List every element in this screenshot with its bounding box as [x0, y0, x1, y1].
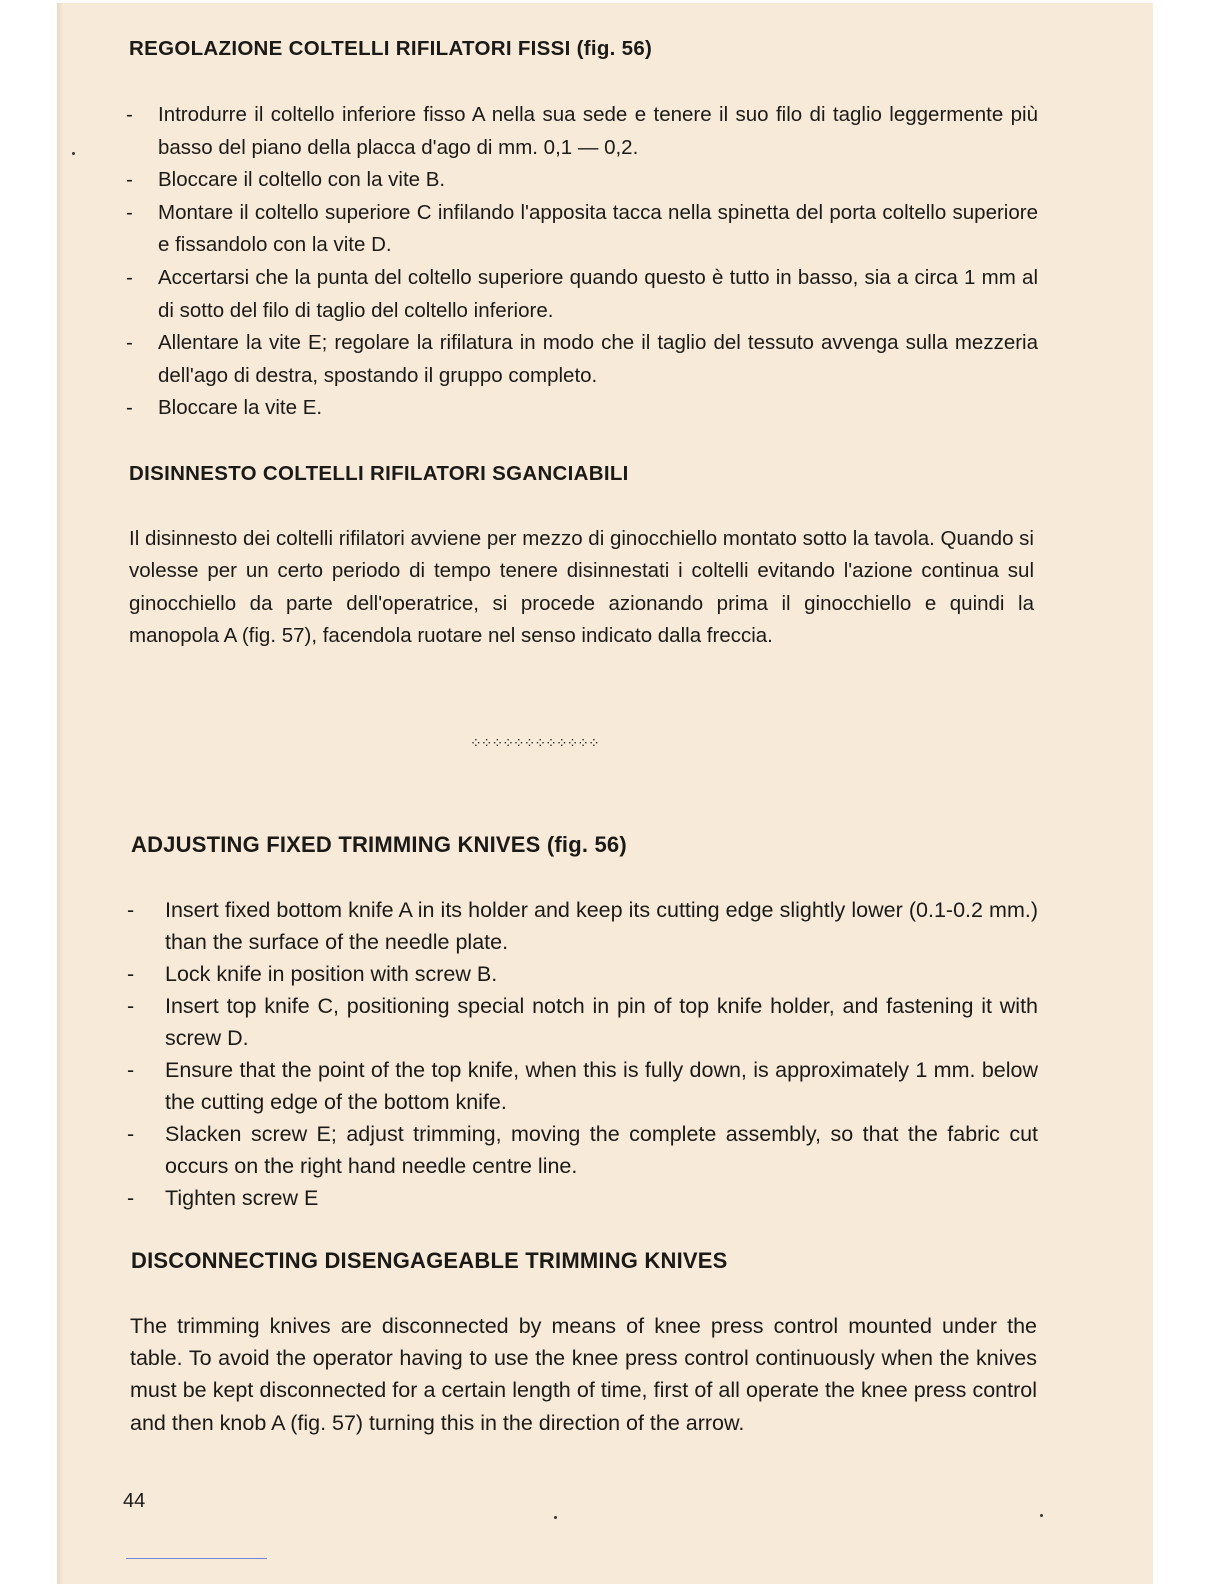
step-text: Introdurre il coltello inferiore fisso A nella sua sede e tenere il suo filo di taglio leggermente più basso del piano della placca d'ago di mm. 0,1 — 0,2.	[158, 103, 1038, 159]
paper-speck	[1040, 1514, 1043, 1517]
english-heading-fixed-knives: ADJUSTING FIXED TRIMMING KNIVES (fig. 56)	[131, 832, 627, 857]
italian-fixed-steps-list	[126, 99, 1038, 425]
section-separator-ornament: ⁘⁘⁘⁘⁘⁘⁘⁘⁘⁘⁘⁘	[470, 736, 599, 752]
page-edge-shadow	[57, 3, 63, 1584]
bullet-dash: -	[127, 994, 135, 1018]
bullet-dash: -	[126, 396, 133, 420]
list-item	[127, 894, 1038, 958]
step-text: Ensure that the point of the top knife, when this is fully down, is approximately 1 mm. below the cutting edge of the bottom knife.	[165, 1058, 1038, 1114]
english-fixed-steps-list	[127, 894, 1038, 1214]
page-number: 44	[123, 1490, 146, 1512]
paper-speck	[72, 152, 75, 155]
step-text: Insert top knife C, positioning special notch in pin of top knife holder, and fastening it with screw D.	[165, 994, 1038, 1050]
step-text: Tighten screw E	[165, 1186, 319, 1210]
step-text: Slacken screw E; adjust trimming, moving the complete assembly, so that the fabric cut occurs on the right hand needle centre line.	[165, 1122, 1038, 1178]
italian-disengage-paragraph: Il disinnesto dei coltelli rifilatori avviene per mezzo di ginocchiello montato sotto la tavola. Quando si volesse per un certo periodo di tempo tenere disinnestati i coltelli evitando l'azione continua sul ginocchiello da parte dell'operatrice, si procede azionando prima il ginocchiello e quindi la manopola A (fig. 57), facendola ruotare nel senso indicato dalla freccia.	[129, 527, 1034, 648]
list-item	[126, 327, 1038, 392]
italian-heading-disengage: DISINNESTO COLTELLI RIFILATORI SGANCIABILI	[129, 462, 629, 485]
bullet-dash: -	[127, 962, 135, 986]
step-text: Bloccare il coltello con la vite B.	[158, 168, 446, 192]
bullet-dash: -	[127, 1186, 135, 1210]
bullet-dash: -	[126, 168, 133, 192]
list-item	[127, 958, 1038, 990]
list-item	[127, 1182, 1038, 1214]
bullet-dash: -	[127, 1058, 135, 1082]
step-text: Lock knife in position with screw B.	[165, 962, 498, 986]
list-item	[127, 1054, 1038, 1118]
list-item	[126, 392, 1038, 425]
list-item	[126, 262, 1038, 327]
bullet-dash: -	[126, 265, 133, 289]
list-item	[126, 99, 1038, 164]
step-text: Allentare la vite E; regolare la rifilatura in modo che il taglio del tessuto avvenga sulla mezzeria dell'ago di destra, spostando il gruppo completo.	[158, 331, 1038, 387]
italian-heading-fixed-knives: REGOLAZIONE COLTELLI RIFILATORI FISSI (fig. 56)	[129, 37, 653, 60]
step-text: Bloccare la vite E.	[158, 396, 323, 420]
bullet-dash: -	[127, 1122, 135, 1146]
list-item	[126, 197, 1038, 262]
step-text: Insert fixed bottom knife A in its holder and keep its cutting edge slightly lower (0.1-0.2 mm.) than the surface of the needle plate.	[165, 898, 1038, 954]
step-text: Montare il coltello superiore C infilando l'apposita tacca nella spinetta del porta coltello superiore e fissandolo con la vite D.	[158, 200, 1038, 257]
bullet-dash: -	[127, 898, 135, 922]
english-disengage-paragraph: The trimming knives are disconnected by means of knee press control mounted under the table. To avoid the operator having to use the knee press control continuously when the knives must be kept disconnected for a certain length of time, first of all operate the knee press control and then knob A (fig. 57) turning this in the direction of the arrow.	[130, 1314, 1037, 1435]
list-item	[127, 990, 1038, 1054]
bullet-dash: -	[126, 331, 133, 355]
bullet-dash: -	[126, 200, 133, 224]
list-item	[126, 164, 1038, 197]
bottom-rule	[126, 1558, 267, 1559]
bullet-dash: -	[126, 103, 133, 126]
list-item	[127, 1118, 1038, 1182]
paper-speck	[554, 1516, 557, 1519]
english-heading-disengage: DISCONNECTING DISENGAGEABLE TRIMMING KNIVES	[131, 1248, 728, 1273]
step-text: Accertarsi che la punta del coltello superiore quando questo è tutto in basso, sia a circa 1 mm al di sotto del filo di taglio del coltello inferiore.	[158, 265, 1038, 322]
